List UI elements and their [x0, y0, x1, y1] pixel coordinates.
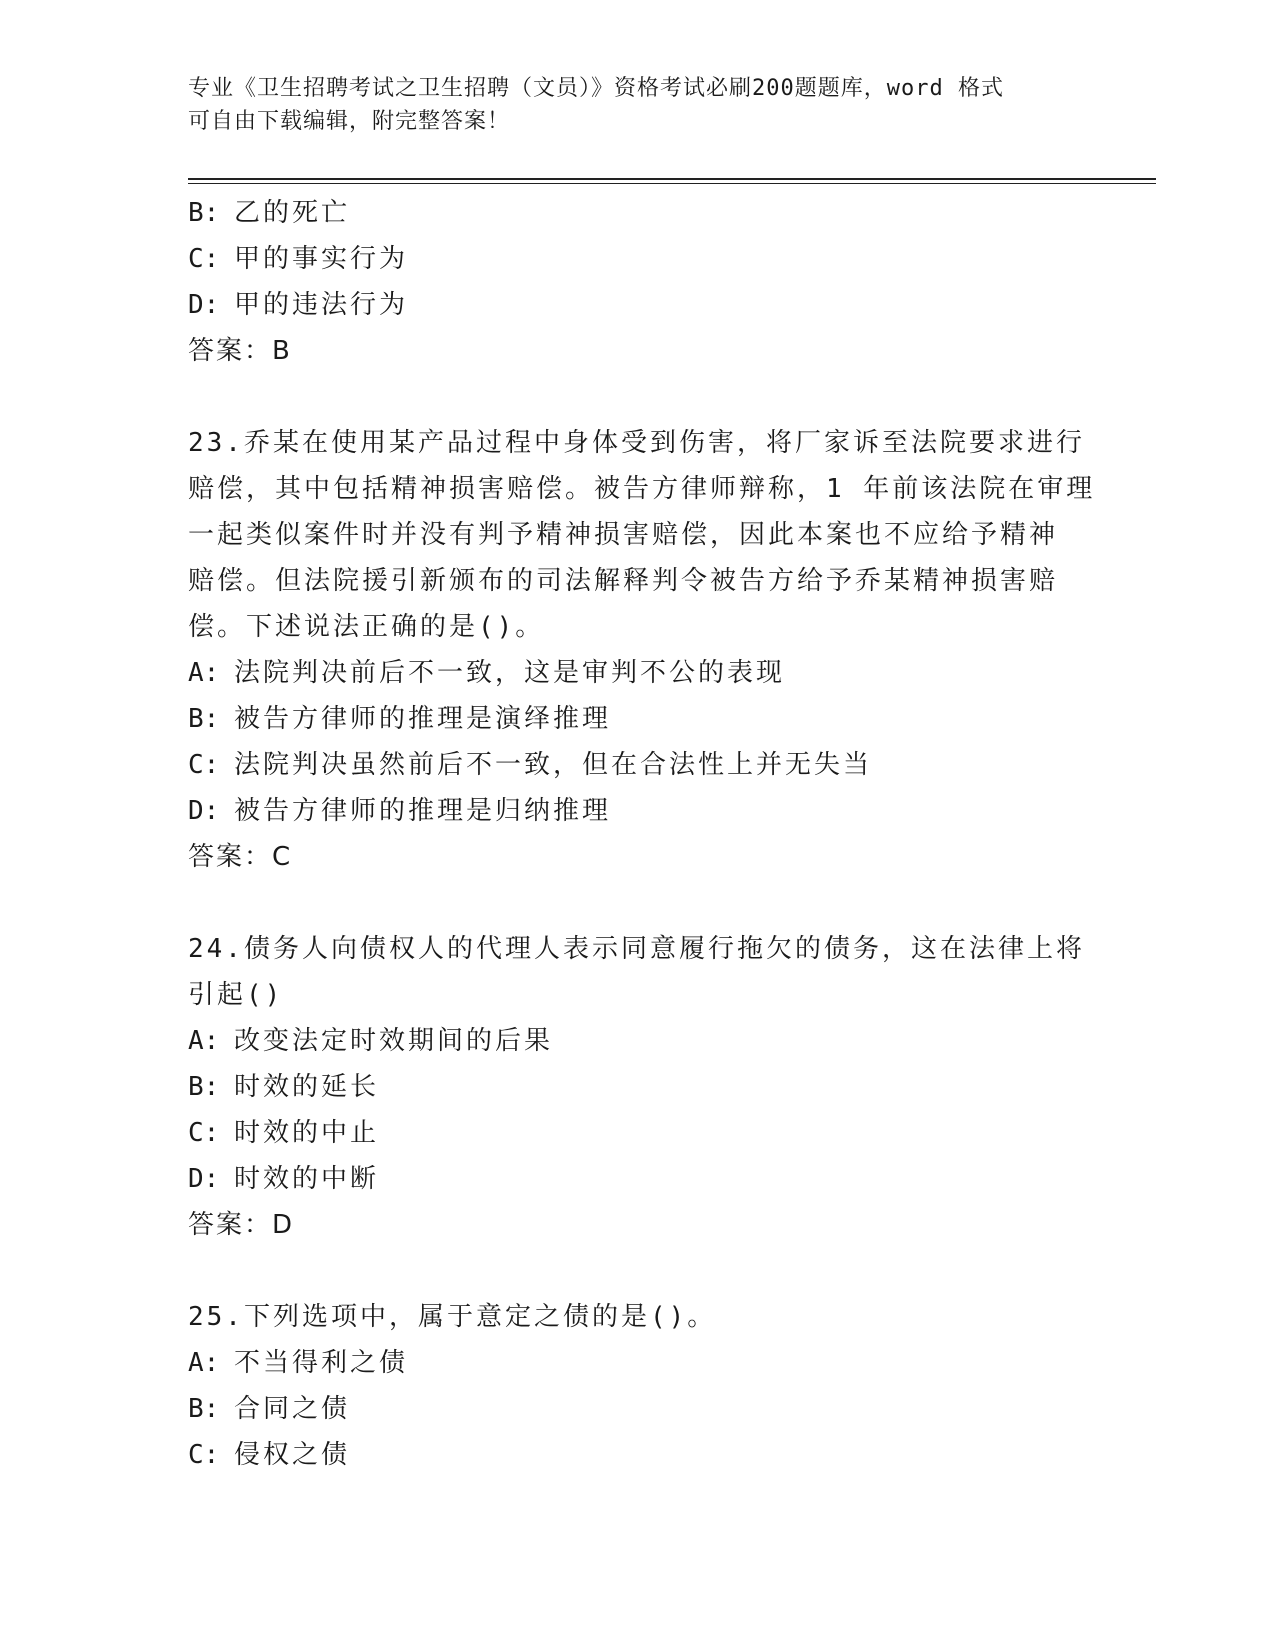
question-stem-line: 23.乔某在使用某产品过程中身体受到伤害，将厂家诉至法院要求进行: [188, 428, 1085, 458]
option-c: C: 法院判决虽然前后不一致，但在合法性上并无失当: [188, 750, 873, 780]
document-header: [188, 72, 1088, 138]
header-divider-thin: [188, 183, 1156, 184]
answer-text: 答案：C: [188, 842, 293, 872]
question-stem-line: 24.债务人向债权人的代理人表示同意履行拖欠的债务，这在法律上将: [188, 934, 1085, 964]
answer-text: 答案：D: [188, 1210, 295, 1240]
option-a: A: 法院判决前后不一致，这是审判不公的表现: [188, 658, 786, 688]
header-divider-thick: [188, 178, 1156, 180]
question-stem-line: 引起(): [188, 980, 284, 1010]
question-content: [188, 190, 1096, 1478]
option-b: B: 时效的延长: [188, 1072, 380, 1102]
option-d: D: 被告方律师的推理是归纳推理: [188, 796, 612, 826]
option-d: D: 甲的违法行为: [188, 290, 409, 320]
option-b: B: 乙的死亡: [188, 198, 351, 228]
answer-text: 答案：B: [188, 336, 292, 366]
option-a: A: 不当得利之债: [188, 1348, 409, 1378]
prev-question: [188, 190, 1088, 374]
option-c: C: 甲的事实行为: [188, 244, 409, 274]
option-b: B: 合同之债: [188, 1394, 351, 1424]
question-23: [188, 420, 1096, 880]
question-stem-line: 一起类似案件时并没有判予精神损害赔偿，因此本案也不应给予精神: [188, 520, 1059, 550]
header-line-2: 可自由下载编辑，附完整答案！: [188, 109, 511, 134]
option-c: C: 侵权之债: [188, 1440, 351, 1470]
header-line-1: 专业《卫生招聘考试之卫生招聘（文员）》资格考试必刷200题题库，word 格式: [188, 76, 1004, 101]
option-b: B: 被告方律师的推理是演绎推理: [188, 704, 612, 734]
option-a: A: 改变法定时效期间的后果: [188, 1026, 554, 1056]
question-stem-line: 赔偿，其中包括精神损害赔偿。被告方律师辩称，1 年前该法院在审理: [188, 474, 1096, 504]
question-stem-line: 25.下列选项中，属于意定之债的是()。: [188, 1302, 717, 1332]
question-25: [188, 1294, 1088, 1478]
question-stem-line: 赔偿。但法院援引新颁布的司法解释判令被告方给予乔某精神损害赔: [188, 566, 1059, 596]
question-stem-line: 偿。下述说法正确的是()。: [188, 612, 545, 642]
question-24: [188, 926, 1088, 1248]
option-c: C: 时效的中止: [188, 1118, 380, 1148]
option-d: D: 时效的中断: [188, 1164, 380, 1194]
